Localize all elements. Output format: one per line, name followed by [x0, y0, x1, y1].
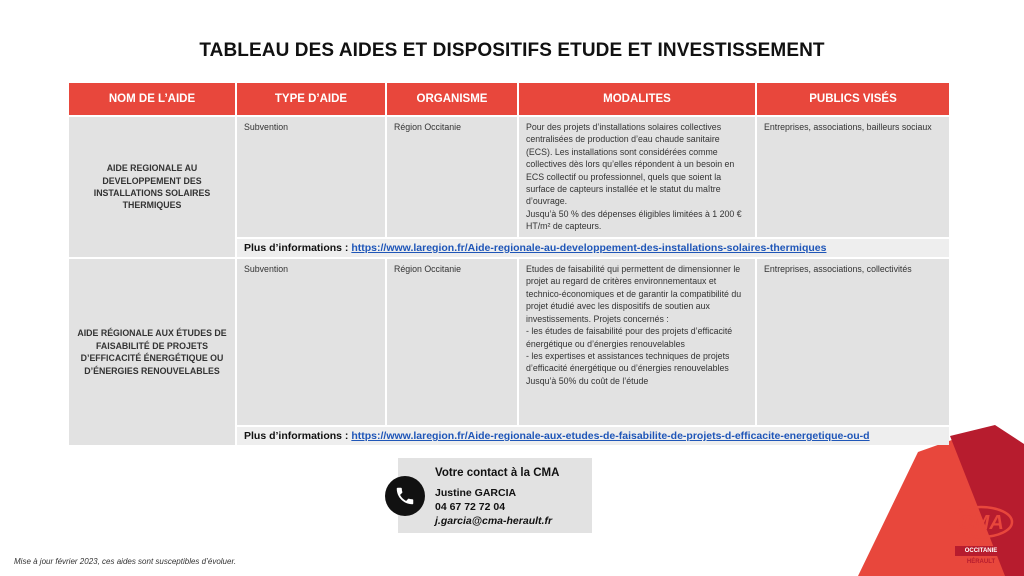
aides-table: [67, 81, 951, 447]
info-cell: [237, 427, 949, 445]
aide-name: AIDE REGIONALE AU DEVELOPPEMENT DES INSTALLATIONS SOLAIRES THERMIQUES: [69, 117, 235, 257]
header-nom: NOM DE L’AIDE: [69, 83, 235, 115]
table-row: [69, 259, 949, 425]
contact-info: [435, 466, 559, 528]
aide-name: AIDE RÉGIONALE AUX ÉTUDES DE FAISABILITÉ DE PROJETS D’EFFICACITÉ ÉNERGÉTIQUE OU D’ÉNERGIES RENOUVELABLES: [69, 259, 235, 445]
header-modalites: MODALITES: [519, 83, 755, 115]
contact-heading: Votre contact à la CMA: [435, 467, 560, 479]
header-organisme: ORGANISME: [387, 83, 517, 115]
header-publics: PUBLICS VISÉS: [757, 83, 949, 115]
aide-publics: Entreprises, associations, collectivités: [757, 259, 949, 425]
header-type: TYPE D’AIDE: [237, 83, 385, 115]
logo-text: CMA: [958, 512, 1004, 534]
info-link[interactable]: https://www.laregion.fr/Aide-regionale-au-developpement-des-installations-solaires-thermiques: [351, 241, 827, 254]
info-label: Plus d’informations :: [244, 430, 352, 443]
contact-name: Justine GARCIA: [435, 487, 517, 499]
aide-type: Subvention: [237, 117, 385, 237]
logo-dept: HÉRAULT: [966, 559, 996, 565]
cma-logo: [948, 505, 1014, 567]
info-cell: [237, 239, 949, 257]
aide-organisme: Région Occitanie: [387, 117, 517, 237]
table-row: [69, 117, 949, 237]
info-link[interactable]: https://www.laregion.fr/Aide-regionale-aux-etudes-de-faisabilite-de-projets-d-efficacite-energetique-ou-d: [351, 430, 870, 443]
info-label: Plus d’informations :: [244, 241, 352, 254]
aide-publics: Entreprises, associations, bailleurs sociaux: [757, 117, 949, 237]
table-header-row: [69, 83, 949, 115]
aide-modalites: Etudes de faisabilité qui permettent de dimensionner le projet au regard de critères environnementaux et technico-économiques et de garantir la compatibilité du projet étudié avec les dispositifs de soutien aux investissements. Projets concernés : - les études de faisabilité pour des projets d’efficacité énergétique ou d’énergies renouvelables - les expertises et assistances techniques de projets d’efficacité énergétique ou d’énergies renouvelables Jusqu’à 50% du coût de l’étude: [519, 259, 755, 425]
aide-modalites: Pour des projets d’installations solaires collectives centralisées de production d’eau chaude sanitaire (ECS). Les installations sont considérées comme collectives dès lors qu’elles répondent à un besoin en ECS collectif ou professionnel, quels que soient la surface de capteurs installée et le statut du maître d’ouvrage. Jusqu’à 50 % des dépenses éligibles limitées à 1 200 € HT/m² de capteurs.: [519, 117, 755, 237]
page-title: TABLEAU DES AIDES ET DISPOSITIFS ETUDE ET INVESTISSEMENT: [199, 40, 825, 61]
contact-email[interactable]: j.garcia@cma-herault.fr: [435, 515, 553, 527]
phone-icon: [385, 476, 425, 516]
footer-note: Mise à jour février 2023, ces aides sont susceptibles d’évoluer.: [14, 557, 237, 566]
logo-region: OCCITANIE: [955, 546, 1007, 556]
aide-organisme: Région Occitanie: [387, 259, 517, 425]
contact-phone[interactable]: 04 67 72 72 04: [435, 501, 506, 513]
cma-logo-mark: [948, 505, 1014, 539]
aide-type: Subvention: [237, 259, 385, 425]
